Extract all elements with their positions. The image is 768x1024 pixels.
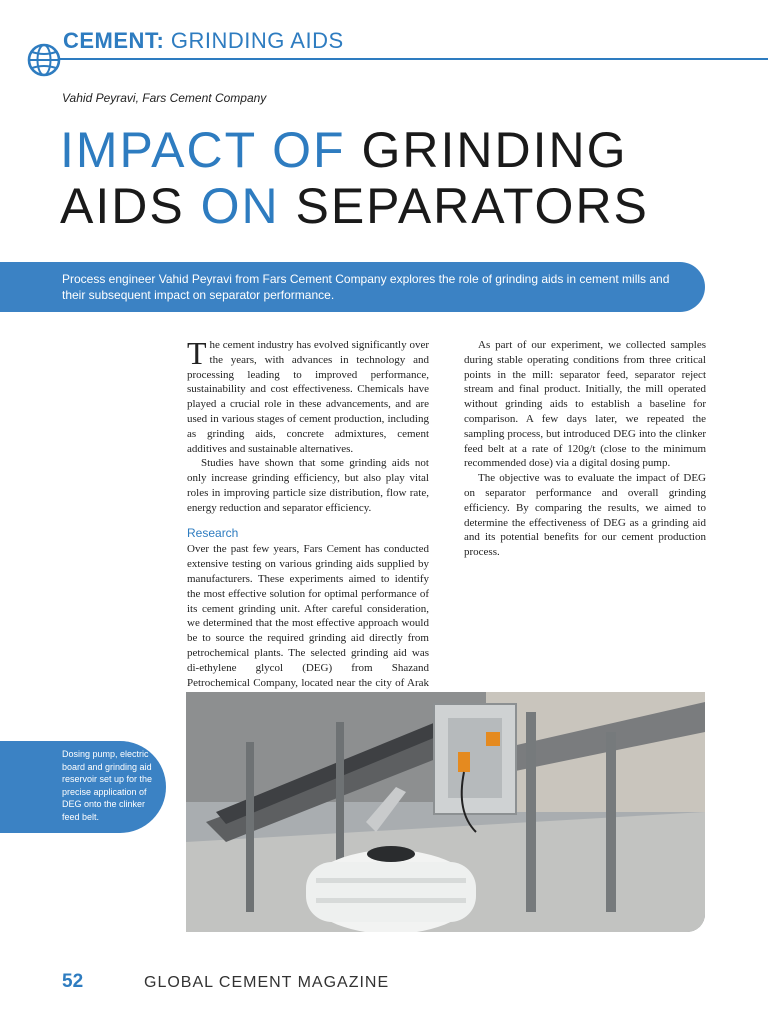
page-number: 52 <box>62 971 84 992</box>
body-paragraph-1-text: he cement industry has evolved significantly over the years, with advances in technology and processing leading to improved performance, sustainability and cost effectiveness. Chemicals have played a crucial role in these advancements, and are used in various stages of cement production, including as grinding aids, concrete admixtures, cement additives and sustainable alternatives. <box>187 339 429 455</box>
headline-part-3: AIDS <box>60 178 201 234</box>
magazine-name: GLOBAL CEMENT MAGAZINE <box>144 974 390 991</box>
headline-part-1: IMPACT OF <box>60 122 346 178</box>
caption-band <box>0 741 166 833</box>
article-headline <box>60 122 649 234</box>
headline-part-5: SEPARATORS <box>279 178 649 234</box>
photo-caption: Dosing pump, electric board and grinding aid reservoir set up for the precise application of DEG onto the clinker feed belt. <box>62 749 153 822</box>
article-photo <box>186 692 705 932</box>
header-rule <box>60 58 768 60</box>
byline: Vahid Peyravi, Fars Cement Company <box>62 91 267 105</box>
lead-band <box>0 262 705 312</box>
section-title-category: CEMENT: <box>63 28 165 53</box>
lead-text: Process engineer Vahid Peyravi from Fars Cement Company explores the role of grinding aids in cement mills and their subsequent impact on separator performance. <box>62 272 670 302</box>
body-column-2 <box>464 338 706 560</box>
headline-part-4: ON <box>200 178 280 234</box>
headline-part-2: GRINDING <box>345 122 628 178</box>
body-paragraph-3: Over the past few years, Fars Cement has conducted extensive testing on various grinding aids supplied by manufacturers. These experiments aimed to identify the most effective solution for optimal performance of its cement grinding unit. After careful consideration, we determined that the most effective approach would be to source the required grinding aid directly from petrochemical plants. The selected grinding aid was di-ethylene glycol (DEG) from Shazand Petrochemical Company, located near the city of Arak <box>187 543 429 689</box>
research-subhead: Research <box>187 525 239 540</box>
body-paragraph-2: Studies have shown that some grinding aids not only increase grinding efficiency, but also play vital roles in improving particle size distribution, flow rate, energy reduction and separator efficiency. <box>187 457 429 514</box>
body-column-1 <box>187 335 429 750</box>
section-title-topic: GRINDING AIDS <box>164 28 344 53</box>
body-paragraph-4: As part of our experiment, we collected samples during stable operating conditions from three critical points in the mill: separator feed, separator reject stream and final product. Initially, the mill operated without grinding aids to establish a baseline for comparison. A few days later, we repeated the sampling process, but introduced DEG into the clinker feed belt at a rate of 120g/t (close to the minimum recommended dose) via a digital dosing pump. <box>464 339 706 470</box>
section-title <box>63 28 344 54</box>
body-paragraph-5: The objective was to evaluate the impact of DEG on separator performance and overall grinding efficiency. By comparing the results, we aimed to determine the effectiveness of DEG as a grinding aid and its potential benefits for our cement production process. <box>464 472 706 559</box>
body-paragraph-1 <box>187 335 429 456</box>
drop-cap: T <box>187 335 207 371</box>
globe-icon <box>26 42 62 78</box>
dosing-equipment-photo <box>186 692 705 932</box>
